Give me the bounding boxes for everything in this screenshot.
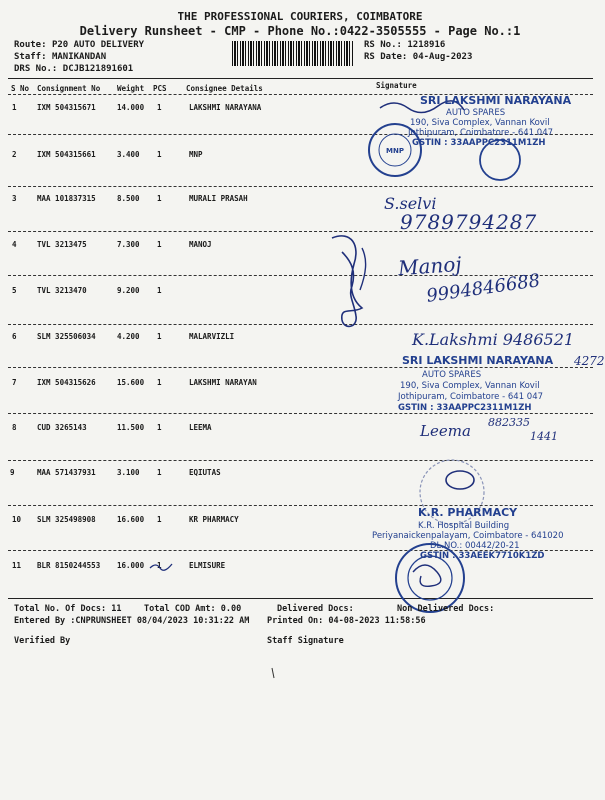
staff-signature: Staff Signature xyxy=(267,636,344,646)
row-weight: 9.200 xyxy=(117,286,140,295)
row-consignment: SLM 325498908 xyxy=(37,515,96,524)
row-consignment: SLM 325506034 xyxy=(37,332,96,341)
row-consignment: MAA 571437931 xyxy=(37,468,96,477)
sig-oval xyxy=(446,471,474,489)
row-sno: 6 xyxy=(12,332,17,341)
hand-r6-sig: K.Lakshmi 9486521 xyxy=(412,330,575,349)
row-consignee: EQIUTAS xyxy=(189,468,221,477)
hand-r8-num2: 1441 xyxy=(530,430,558,443)
row-consignee: LAKSHMI NARAYAN xyxy=(189,378,257,387)
row-pcs: 1 xyxy=(157,103,162,112)
stamp-lakshmi-addr1: 190, Siva Complex, Vannan Kovil xyxy=(410,118,550,128)
row-sno: 3 xyxy=(12,194,17,203)
stamp-kr-addr1: K.R. Hospital Building xyxy=(418,521,510,531)
stamp2-lakshmi-gstin: GSTIN : 33AAPPC2311M1ZH xyxy=(398,403,532,413)
stamp2-lakshmi-addr2: Jothipuram, Coimbatore - 641 047 xyxy=(398,392,544,402)
row-consignee: ELMISURE xyxy=(189,561,226,570)
col-consignee: Consignee Details xyxy=(186,84,263,93)
sig-stroke xyxy=(360,248,366,290)
row-pcs: 1 xyxy=(157,515,162,524)
stamp-lakshmi-addr2: Jothipuram, Coimbatore - 641 047 xyxy=(408,128,554,138)
total-docs-label: Total No. Of Docs: xyxy=(14,604,107,614)
row-consignee: KR PHARMACY xyxy=(189,515,239,524)
row-sno: 10 xyxy=(12,515,22,524)
rs-date-label: RS Date: xyxy=(364,52,408,62)
row-weight: 7.300 xyxy=(117,240,140,249)
drs-label: DRS No.: xyxy=(14,64,58,74)
row-consignment: IXM 504315626 xyxy=(37,378,96,387)
row-pcs: 1 xyxy=(157,286,162,295)
printed-on: Printed On: 04-08-2023 11:58:56 xyxy=(267,616,426,626)
row-consignment: TVL 3213475 xyxy=(37,240,87,249)
row-weight: 16.000 xyxy=(117,561,145,570)
total-cod xyxy=(144,604,241,614)
row-consignment: BLR 8150244553 xyxy=(37,561,101,570)
row-pcs: 1 xyxy=(157,561,162,570)
row-pcs: 1 xyxy=(157,378,162,387)
stamp-mnp-text: MNP xyxy=(386,147,404,155)
row-consignment: IXM 504315671 xyxy=(37,103,96,112)
row-pcs: 1 xyxy=(157,423,162,432)
stamp2-lakshmi-name: SRI LAKSHMI NARAYANA xyxy=(402,354,554,367)
total-cod-value: 0.00 xyxy=(220,604,242,614)
col-sno: S No xyxy=(11,84,30,93)
stamp-lakshmi-sub: AUTO SPARES xyxy=(446,108,506,118)
entered-by: Entered By :CNPRUNSHEET 08/04/2023 10:31:22 AM xyxy=(14,616,250,626)
pcs-mark xyxy=(150,564,172,570)
row-pcs: 1 xyxy=(157,468,162,477)
verified-by: Verified By xyxy=(14,636,71,646)
stray-mark xyxy=(272,668,274,678)
row-weight: 11.500 xyxy=(117,423,145,432)
row-consignee: MNP xyxy=(189,150,203,159)
stamp2-lakshmi-addr1: 190, Siva Complex, Vannan Kovil xyxy=(400,381,540,391)
total-docs xyxy=(14,604,122,614)
row-consignee: MALARVIZLI xyxy=(189,332,235,341)
delivered-docs-label: Delivered Docs: xyxy=(277,604,354,614)
hand-r8-sig: Leema xyxy=(420,422,471,440)
hand-r6-extra: 4272 xyxy=(574,354,605,368)
staff-label: Staff: xyxy=(14,52,47,62)
row-consignee: LEEMA xyxy=(189,423,212,432)
col-pcs: PCS xyxy=(153,84,167,93)
col-weight: Weight xyxy=(117,84,145,93)
row-weight: 3.100 xyxy=(117,468,140,477)
row-sno: 11 xyxy=(12,561,22,570)
route-value: P20 AUTO DELIVERY xyxy=(51,40,145,50)
col-consignment: Consignment No xyxy=(37,84,101,93)
row-consignment: CUD 3265143 xyxy=(37,423,87,432)
total-docs-value: 11 xyxy=(111,604,122,614)
hand-r3-name: S.selvi xyxy=(384,194,437,213)
total-cod-label: Total COD Amt: xyxy=(144,604,216,614)
row-sno: 1 xyxy=(12,103,17,112)
sig-loop xyxy=(332,236,362,327)
runsheet-subtitle: Delivery Runsheet - CMP - Phone No.:0422-3505555 - Page No.:1 xyxy=(79,24,521,38)
row-pcs: 1 xyxy=(157,240,162,249)
row-consignment: IXM 504315661 xyxy=(37,150,96,159)
stamp-lakshmi-gstin: GSTIN : 33AAPPC2311M1ZH xyxy=(412,138,546,148)
row-weight: 4.200 xyxy=(117,332,140,341)
stamp-kr-dl: DL.NO.: 00442/20-21 xyxy=(430,541,520,551)
row-weight: 8.500 xyxy=(117,194,140,203)
stamp-kr-addr2: Periyanaickenpalayam, Coimbatore - 641020 xyxy=(372,531,564,541)
staff-value: MANIKANDAN xyxy=(51,52,107,62)
non-delivered-docs-label: Non Delivered Docs: xyxy=(397,604,495,614)
stamp-kr-name: K.R. PHARMACY xyxy=(418,506,518,519)
row-consignment: TVL 3213470 xyxy=(37,286,87,295)
row-weight: 15.600 xyxy=(117,378,145,387)
row-sno: 8 xyxy=(12,423,17,432)
row-consignee: MANOJ xyxy=(189,240,212,249)
row-weight: 16.600 xyxy=(117,515,145,524)
hand-r8-num: 882335 xyxy=(488,416,530,429)
col-signature: Signature xyxy=(376,81,417,90)
pharmacy-seal-inner xyxy=(408,556,452,600)
route-label: Route: xyxy=(14,40,47,50)
row-sno: 9 xyxy=(10,468,15,477)
row-pcs: 1 xyxy=(157,332,162,341)
hand-r5-phone: 9994846688 xyxy=(425,270,542,307)
drs-value: DCJB121891601 xyxy=(62,64,134,74)
stamp-lakshmi-name: SRI LAKSHMI NARAYANA xyxy=(420,94,572,107)
row-consignee: MURALI PRASAH xyxy=(189,194,248,203)
row-pcs: 1 xyxy=(157,194,162,203)
hand-r4-name: Manoj xyxy=(397,251,463,281)
row-sno: 2 xyxy=(12,150,17,159)
hand-r3-phone: 9789794287 xyxy=(400,210,538,234)
rs-date-value: 04-Aug-2023 xyxy=(412,52,473,62)
rs-no-value: 1218916 xyxy=(407,40,446,50)
row-pcs: 1 xyxy=(157,150,162,159)
rs-no-label: RS No.: xyxy=(364,40,402,50)
row-sno: 4 xyxy=(12,240,17,249)
stamp2-lakshmi-sub: AUTO SPARES xyxy=(422,370,482,380)
row-sno: 7 xyxy=(12,378,17,387)
row-weight: 14.000 xyxy=(117,103,145,112)
row-weight: 3.400 xyxy=(117,150,140,159)
row-consignment: MAA 101837315 xyxy=(37,194,96,203)
row-sno: 5 xyxy=(12,286,17,295)
sig-seal-scribble xyxy=(413,565,441,586)
stamp-kr-gstin: GSTIN : 33AEEK7710K1ZD xyxy=(420,551,545,561)
company-title: THE PROFESSIONAL COURIERS, COIMBATORE xyxy=(177,10,423,23)
row-consignee: LAKSHMI NARAYANA xyxy=(189,103,262,112)
